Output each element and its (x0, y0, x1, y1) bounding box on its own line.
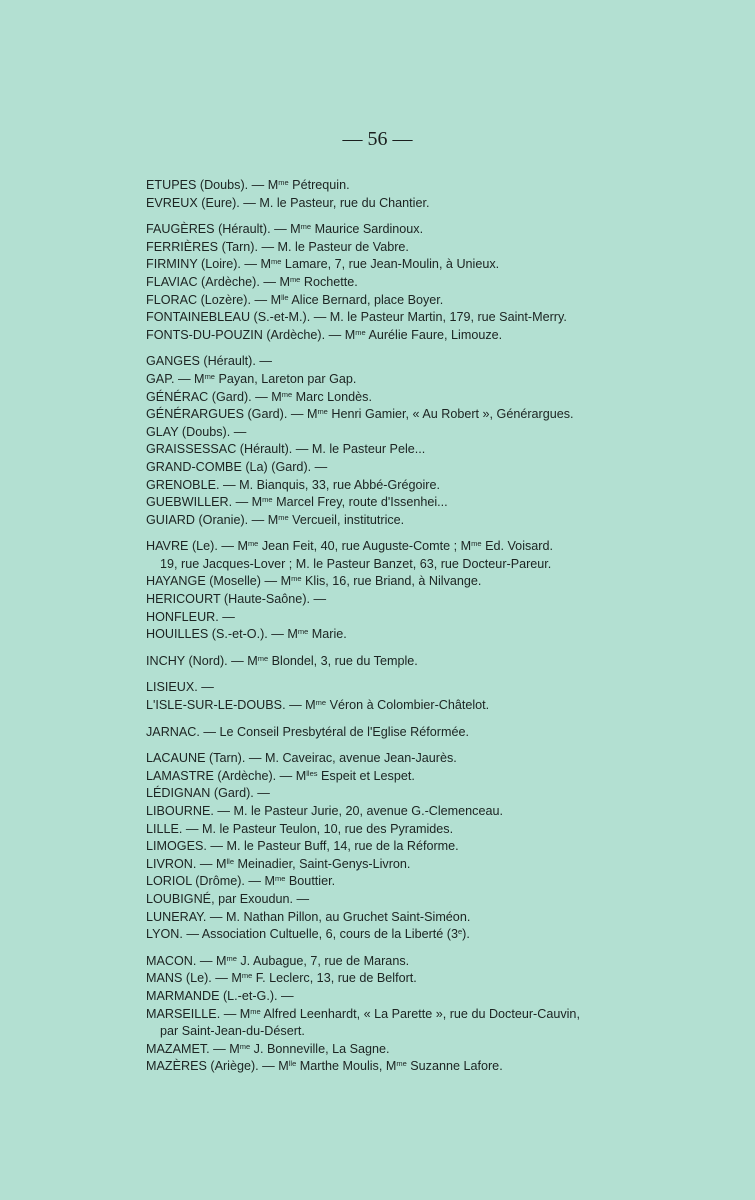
entry-line: GUIARD (Oranie). — $M^{me}$ Vercueil, institutrice. (146, 512, 405, 527)
group-gap (146, 944, 676, 953)
directory-entry (146, 573, 676, 591)
entry-line: LISIEUX. — (146, 680, 214, 695)
entry-line: LIBOURNE. — M. le Pasteur Jurie, 20, avenue G.-Clemenceau. (146, 804, 503, 818)
entry-line: FERRIÈRES (Tarn). — M. le Pasteur de Vabre. (146, 239, 409, 254)
directory-entry (146, 353, 676, 371)
entry-line: LIMOGES. — M. le Pasteur Buff, 14, rue de la Réforme. (146, 839, 459, 854)
entry-line: LYON. — Association Cultuelle, 6, cours de la Liberté (3e). (146, 927, 470, 942)
entry-line: GRENOBLE. — M. Bianquis, 33, rue Abbé-Grégoire. (146, 477, 440, 492)
directory-entry (146, 970, 676, 988)
entry-line: L'ISLE-SUR-LE-DOUBS. — $M^{me}$ Véron à Colombier-Châtelot. (146, 698, 490, 713)
directory-entry (146, 389, 676, 407)
entry-line: GÉNÉRAC (Gard). — $M^{me}$ Marc Londès. (146, 389, 372, 404)
entry-line: MAZÈRES (Ariège). — $M^{lle}$ Marthe Moulis, $M^{me}$ Suzanne Lafore. (146, 1059, 503, 1074)
entry-line: LILLE. — M. le Pasteur Teulon, 10, rue des Pyramides. (146, 821, 454, 836)
directory-entry (146, 195, 676, 213)
entry-line: MARSEILLE. — $M^{me}$ Alfred Leenhardt, « La Parette », rue du Docteur-Cauvin, (146, 1006, 580, 1021)
directory-entry (146, 221, 676, 239)
entry-line: INCHY (Nord). — $M^{me}$ Blondel, 3, rue du Temple. (146, 653, 418, 668)
directory-entry (146, 953, 676, 971)
directory-entry (146, 873, 676, 891)
directory-entry (146, 424, 676, 442)
directory-entry (146, 821, 676, 839)
directory-entry (146, 856, 676, 874)
entry-line: FAUGÈRES (Hérault). — $M^{me}$ Maurice Sardinoux. (146, 222, 424, 237)
group-gap (146, 212, 676, 221)
directory-entry (146, 459, 676, 477)
directory-entry (146, 697, 676, 715)
entry-line: GÉNÉRARGUES (Gard). — $M^{me}$ Henri Gamier, « Au Robert », Générargues. (146, 407, 574, 422)
group-gap (146, 344, 676, 353)
directory-entry (146, 838, 676, 856)
entry-line: FONTAINEBLEAU (S.-et-M.). — M. le Pasteur Martin, 179, rue Saint-Merry. (146, 310, 567, 325)
entry-line: FONTS-DU-POUZIN (Ardèche). — $M^{me}$ Aurélie Faure, Limouze. (146, 327, 503, 342)
directory-entry (146, 653, 676, 671)
entry-line: HERICOURT (Haute-Saône). — (146, 592, 327, 607)
entry-continuation: 19, rue Jacques-Lover ; M. le Pasteur Banzet, 63, rue Docteur-Pareur. (160, 556, 552, 571)
entry-line: MARMANDE (L.-et-G.). — (146, 988, 294, 1003)
directory-entry (146, 609, 676, 627)
entry-line: ETUPES (Doubs). — $M^{me}$ Pétrequin. (146, 178, 350, 192)
entry-line: LAMASTRE (Ardèche). — $M^{lles}$ Espeit et Lespet. (146, 768, 415, 783)
entry-line: FLAVIAC (Ardèche). — $M^{me}$ Rochette. (146, 274, 358, 289)
directory-entry (146, 1041, 676, 1059)
entry-line: LACAUNE (Tarn). — M. Caveirac, avenue Jean-Jaurès. (146, 751, 457, 766)
entry-line: GLAY (Doubs). — (146, 424, 247, 439)
entry-line: HONFLEUR. — (146, 609, 235, 624)
directory-entry (146, 679, 676, 697)
directory-entry (146, 1006, 676, 1041)
directory-entry (146, 538, 676, 573)
directory-entry (146, 909, 676, 927)
entry-line: LÉDIGNAN (Gard). — (146, 786, 270, 801)
directory-entry (146, 239, 676, 257)
directory-entry (146, 891, 676, 909)
entry-line: GANGES (Hérault). — (146, 354, 272, 369)
directory-entry (146, 750, 676, 768)
directory-entry (146, 626, 676, 644)
entry-line: LIVRON. — $M^{lle}$ Meinadier, Saint-Genys-Livron. (146, 856, 411, 871)
directory-entry (146, 1058, 676, 1076)
group-gap (146, 529, 676, 538)
directory-entry (146, 803, 676, 821)
entry-line: HAYANGE (Moselle) — $M^{me}$ Klis, 16, rue Briand, à Nilvange. (146, 574, 482, 589)
directory-entry (146, 494, 676, 512)
directory-entry (146, 785, 676, 803)
entry-line: FIRMINY (Loire). — $M^{me}$ Lamare, 7, rue Jean-Moulin, à Unieux. (146, 257, 500, 272)
entry-line: MAZAMET. — $M^{me}$ J. Bonneville, La Sagne. (146, 1041, 390, 1056)
directory-entry (146, 591, 676, 609)
entry-line: HOUILLES (S.-et-O.). — $M^{me}$ Marie. (146, 627, 347, 642)
directory-entry (146, 177, 676, 195)
directory-entry (146, 309, 676, 327)
directory-entry (146, 406, 676, 424)
group-gap (146, 644, 676, 653)
entry-line: LUNERAY. — M. Nathan Pillon, au Gruchet Saint-Siméon. (146, 909, 471, 924)
directory-entry (146, 441, 676, 459)
directory-entry (146, 327, 676, 345)
directory-entry (146, 988, 676, 1006)
directory-entry (146, 512, 676, 530)
directory-entry (146, 768, 676, 786)
group-gap (146, 715, 676, 724)
page-number: — 56 — (342, 128, 413, 150)
entry-line: JARNAC. — Le Conseil Presbytéral de l'Eglise Réformée. (146, 724, 469, 739)
directory-entry (146, 724, 676, 742)
directory-entry (146, 477, 676, 495)
entry-line: HAVRE (Le). — $M^{me}$ Jean Feit, 40, rue Auguste-Comte ; $M^{me}$ Ed. Voisard. (146, 539, 553, 554)
entry-line: MANS (Le). — $M^{me}$ F. Leclerc, 13, rue de Belfort. (146, 971, 417, 986)
directory-entry (146, 926, 676, 944)
directory-entries (146, 177, 676, 1076)
entry-line: FLORAC (Lozère). — $M^{lle}$ Alice Bernard, place Boyer. (146, 292, 444, 307)
directory-entry (146, 256, 676, 274)
entry-line: GUEBWILLER. — $M^{me}$ Marcel Frey, route d'Issenhei... (146, 495, 448, 510)
group-gap (146, 741, 676, 750)
group-gap (146, 670, 676, 679)
entry-line: GRAND-COMBE (La) (Gard). — (146, 459, 328, 474)
directory-entry (146, 371, 676, 389)
directory-entry (146, 292, 676, 310)
entry-line: MACON. — $M^{me}$ J. Aubague, 7, rue de Marans. (146, 953, 410, 968)
entry-line: GRAISSESSAC (Hérault). — M. le Pasteur Pele... (146, 442, 426, 457)
entry-line: EVREUX (Eure). — M. le Pasteur, rue du Chantier. (146, 195, 430, 210)
entry-line: GAP. — $M^{me}$ Payan, Lareton par Gap. (146, 371, 357, 386)
entry-line: LORIOL (Drôme). — $M^{me}$ Bouttier. (146, 874, 336, 889)
entry-line: LOUBIGNÉ, par Exoudun. — (146, 891, 310, 906)
entry-continuation: par Saint-Jean-du-Désert. (160, 1024, 305, 1039)
directory-entry (146, 274, 676, 292)
